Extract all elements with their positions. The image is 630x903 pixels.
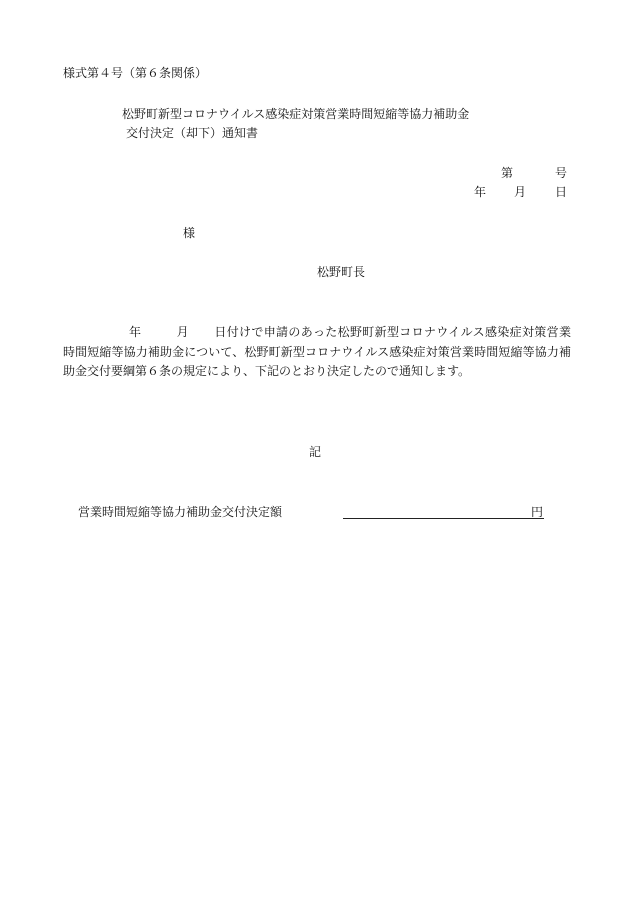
date-year-label: 年 [474,185,487,199]
document-number-prefix: 第 [501,166,514,180]
ki-heading: 記 [309,445,322,459]
amount-label: 営業時間短縮等協力補助金交付決定額 [78,505,283,519]
form-label: 様式第４号（第６条関係） [63,66,208,80]
date-day-label: 日 [555,185,568,199]
addressee-suffix: 様 [183,226,196,240]
document-title-line-2: 交付決定（却下）通知書 [126,126,259,140]
body-paragraph [63,323,571,382]
amount-underline [343,518,544,519]
issuer-name: 松野町長 [317,265,366,279]
body-year-label: 年 [129,325,142,339]
document-title-line-1: 松野町新型コロナウイルス感染症対策営業時間短縮等協力補助金 [122,107,470,121]
document-number-suffix: 号 [555,166,568,180]
body-month-label: 月 [176,325,190,339]
date-month-label: 月 [514,185,527,199]
body-text: 日付けで申請のあった松野町新型コロナウイルス感染症対策営業時間短縮等協力補助金について、松野町新型コロナウイルス感染症対策営業時間短縮等協力補助金交付要綱第６条の規定により、下記のとおり決定したので通知します。 [63,325,571,378]
amount-unit: 円 [531,505,544,519]
